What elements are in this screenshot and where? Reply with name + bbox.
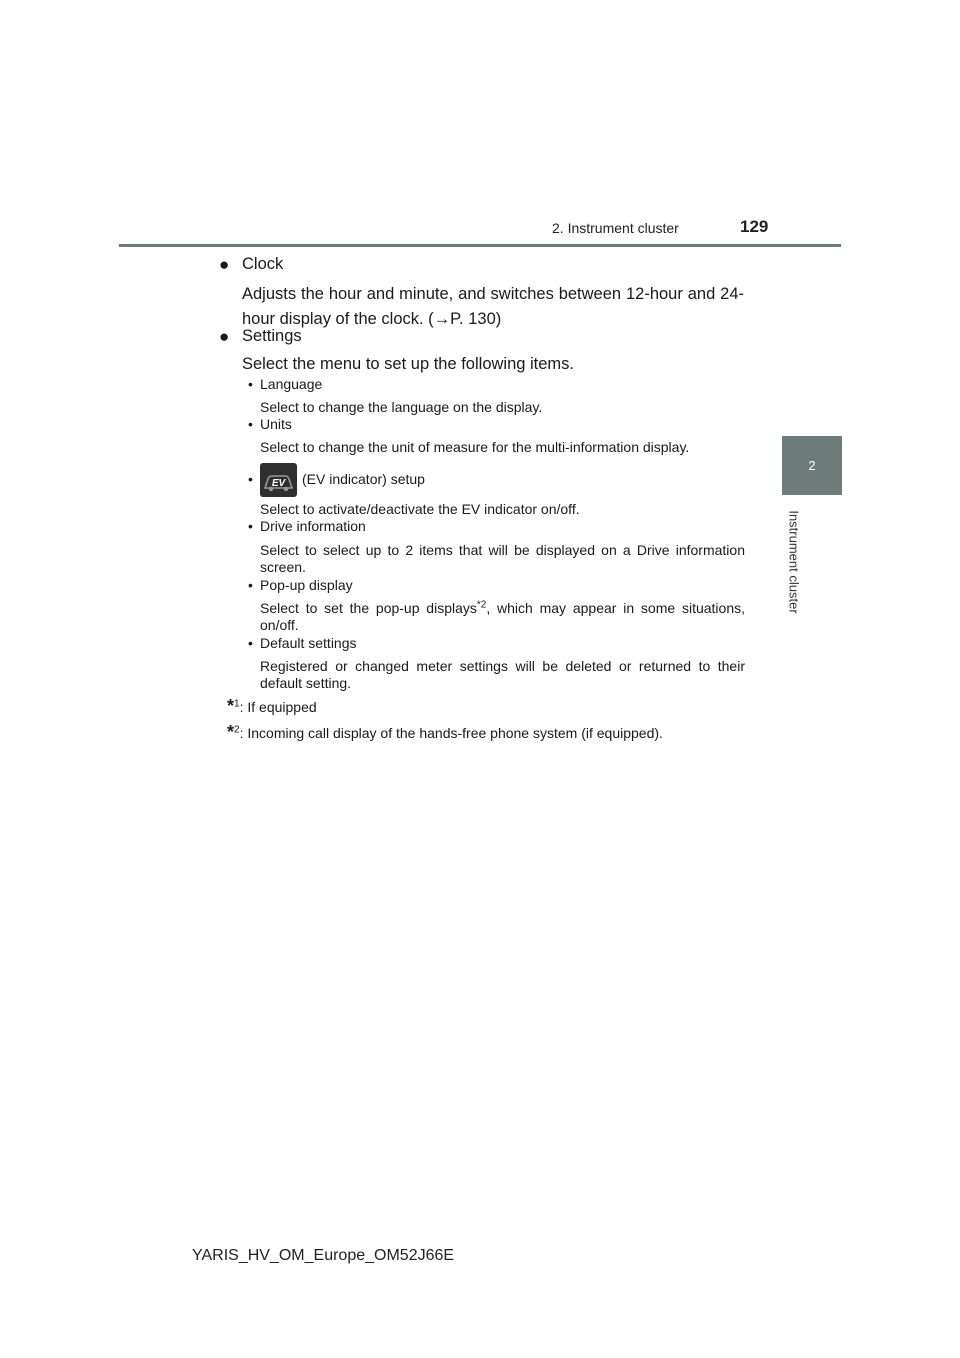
popup-description-end: , which may appear in some situations, on/off. xyxy=(260,600,745,633)
list-bullet: • xyxy=(248,416,253,432)
clock-heading: Clock xyxy=(242,255,284,273)
footnote-text: : Incoming call display of the hands-free phone system (if equipped). xyxy=(239,725,663,741)
list-bullet: • xyxy=(248,376,253,392)
document-code: YARIS_HV_OM_Europe_OM52J66E xyxy=(192,1247,455,1264)
footnote-ref-2: *2 xyxy=(476,599,487,611)
footnote-number: 1 xyxy=(234,698,240,710)
settings-description: Select the menu to set up the following items. xyxy=(242,355,575,373)
settings-heading: Settings xyxy=(242,327,302,345)
item-description-popup-display xyxy=(260,600,745,634)
item-title-drive-information: Drive information xyxy=(260,518,366,534)
item-title-units: Units xyxy=(260,416,292,432)
clock-bullet-icon: ● xyxy=(219,255,230,274)
footnote-text: : If equipped xyxy=(239,699,317,715)
footnote-number: 2 xyxy=(234,724,240,736)
clock-description: Adjusts the hour and minute, and switches between 12-hour and 24-hour display of the clock. (→P. 130) xyxy=(242,285,744,328)
item-title-language: Language xyxy=(260,376,323,392)
popup-description-start: Select to set the pop-up displays xyxy=(260,600,477,616)
list-bullet: • xyxy=(248,635,253,651)
item-description-default-settings: Registered or changed meter settings will be deleted or returned to their default setting. xyxy=(260,658,745,691)
item-title-popup-display: Pop-up display xyxy=(260,577,353,593)
section-title: 2. Instrument cluster xyxy=(552,220,679,236)
footnote-marker: * xyxy=(227,696,235,716)
list-bullet: • xyxy=(248,471,253,487)
item-description-drive-information: Select to select up to 2 items that will be displayed on a Drive information screen. xyxy=(260,542,745,575)
list-bullet: • xyxy=(248,518,253,534)
ev-indicator-icon xyxy=(260,463,297,497)
list-bullet: • xyxy=(248,577,253,593)
chapter-label: Instrument cluster xyxy=(786,510,802,614)
settings-bullet-icon: ● xyxy=(219,327,230,346)
item-description-ev-indicator: Select to activate/deactivate the EV indicator on/off. xyxy=(260,501,580,517)
chapter-number: 2 xyxy=(808,458,816,473)
footnote-2 xyxy=(227,722,663,742)
ev-car-icon xyxy=(260,463,297,497)
item-description-language: Select to change the language on the display. xyxy=(260,399,543,415)
chapter-label-container xyxy=(783,504,805,620)
header-divider xyxy=(119,244,841,247)
ev-icon-text: EV xyxy=(271,478,286,489)
chapter-tab xyxy=(782,436,842,495)
item-title-default-settings: Default settings xyxy=(260,635,357,651)
item-description-units: Select to change the unit of measure for the multi-information display. xyxy=(260,439,690,455)
page-number: 129 xyxy=(740,217,769,236)
footnote-1 xyxy=(227,696,317,716)
item-title-ev-indicator: (EV indicator) setup xyxy=(302,471,425,487)
footnote-marker: * xyxy=(227,722,235,742)
